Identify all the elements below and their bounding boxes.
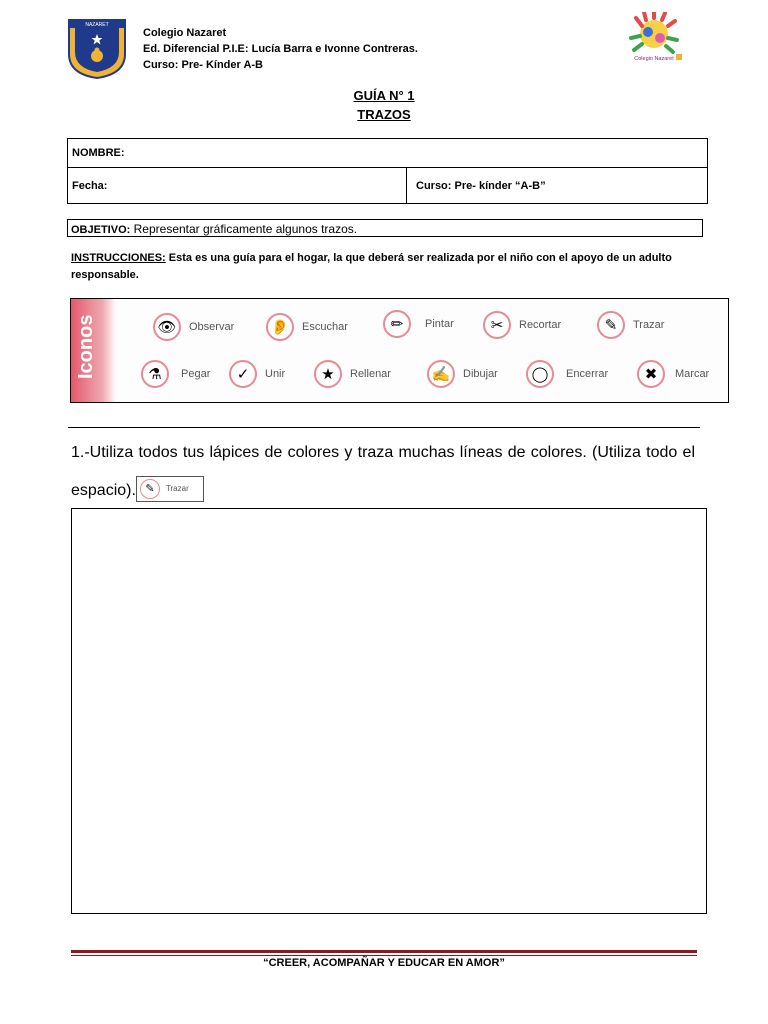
icon-escuchar: [266, 312, 348, 342]
drawing-area[interactable]: [71, 508, 707, 914]
icon-rellenar: [314, 359, 391, 389]
icon-label: Rellenar: [350, 368, 391, 380]
icon-encerrar: [526, 359, 608, 389]
glue-icon: ⚗: [141, 360, 169, 388]
section-divider: [68, 427, 700, 428]
icons-tab-label: Iconos: [75, 314, 97, 379]
ear-icon: 👂: [266, 313, 294, 341]
objective-label: OBJETIVO:: [71, 224, 131, 236]
star-fill-icon: ★: [314, 360, 342, 388]
logo-text: Colegio Nazaret: [634, 56, 674, 62]
eye-icon: 👁: [153, 313, 181, 341]
footer-motto: “CREER, ACOMPAÑAR Y EDUCAR EN AMOR”: [263, 957, 505, 969]
crest-text: NAZARET: [85, 22, 109, 28]
pencil-icon: ✎: [597, 311, 625, 339]
icon-recortar: [483, 310, 561, 340]
icons-tab: [71, 299, 116, 402]
footer-rule-thin: [71, 955, 697, 956]
icon-dibujar: [427, 359, 498, 389]
icon-label: Pegar: [181, 368, 211, 380]
icon-label: Pintar: [425, 318, 454, 330]
objective-text: Representar gráficamente algunos trazos.: [130, 222, 358, 236]
icon-label: Escuchar: [302, 321, 348, 333]
table-divider: [406, 168, 407, 204]
icon-pintar: [383, 309, 454, 339]
figure-draw-icon: ✍: [427, 360, 455, 388]
exercise-prompt: [71, 434, 695, 510]
instructions-label: INSTRUCCIONES:: [71, 252, 166, 264]
icon-observar: [153, 312, 234, 342]
colegio-nazaret-logo: [628, 12, 688, 66]
name-label: NOMBRE:: [72, 147, 125, 159]
topic-title: TRAZOS: [357, 107, 411, 122]
x-mark-icon: ✖: [637, 360, 665, 388]
course-line: Curso: Pre- Kínder A-B: [143, 59, 263, 71]
trazar-badge: [136, 476, 204, 502]
name-row: [68, 139, 707, 168]
objective-box: [67, 219, 703, 237]
icon-label: Trazar: [633, 319, 665, 331]
scissors-icon: ✂: [483, 311, 511, 339]
paint-icon: ✏: [383, 310, 411, 338]
instructions-text: Esta es una guía para el hogar, la que deberá ser realizada por el niño con el apoyo de un adulto responsable.: [71, 252, 672, 281]
check-line-icon: ✓: [229, 360, 257, 388]
icon-label: Encerrar: [566, 368, 609, 380]
header-text: [143, 25, 418, 73]
school-name: Colegio Nazaret: [143, 27, 227, 39]
icon-marcar: [637, 359, 709, 389]
icon-label: Marcar: [675, 368, 710, 380]
course-label: Curso: Pre- kínder “A-B”: [416, 180, 546, 192]
icon-label: Dibujar: [463, 368, 498, 380]
icon-label: Unir: [265, 368, 286, 380]
student-info-table: [67, 138, 708, 204]
pencil-icon: ✎: [140, 479, 160, 499]
footer-rule-thick: [71, 950, 697, 953]
school-crest-logo: [67, 18, 127, 80]
icon-trazar: [597, 310, 664, 340]
icon-label: Observar: [189, 321, 235, 333]
guide-title: GUÍA N° 1: [353, 88, 415, 103]
icons-legend-panel: [70, 298, 729, 403]
icon-pegar: [141, 359, 210, 389]
icon-label: Recortar: [519, 319, 562, 331]
exercise-text: 1.-Utiliza todos tus lápices de colores y traza muchas líneas de colores. (Utiliza todo el espacio).: [71, 444, 695, 499]
icon-unir: [229, 359, 285, 389]
instructions: [71, 250, 701, 284]
date-label: Fecha:: [72, 180, 108, 192]
trazar-badge-label: Trazar: [165, 484, 189, 493]
circle-icon: ◯: [526, 360, 554, 388]
department-line: Ed. Diferencial P.I.E: Lucía Barra e Ivonne Contreras.: [143, 43, 418, 55]
